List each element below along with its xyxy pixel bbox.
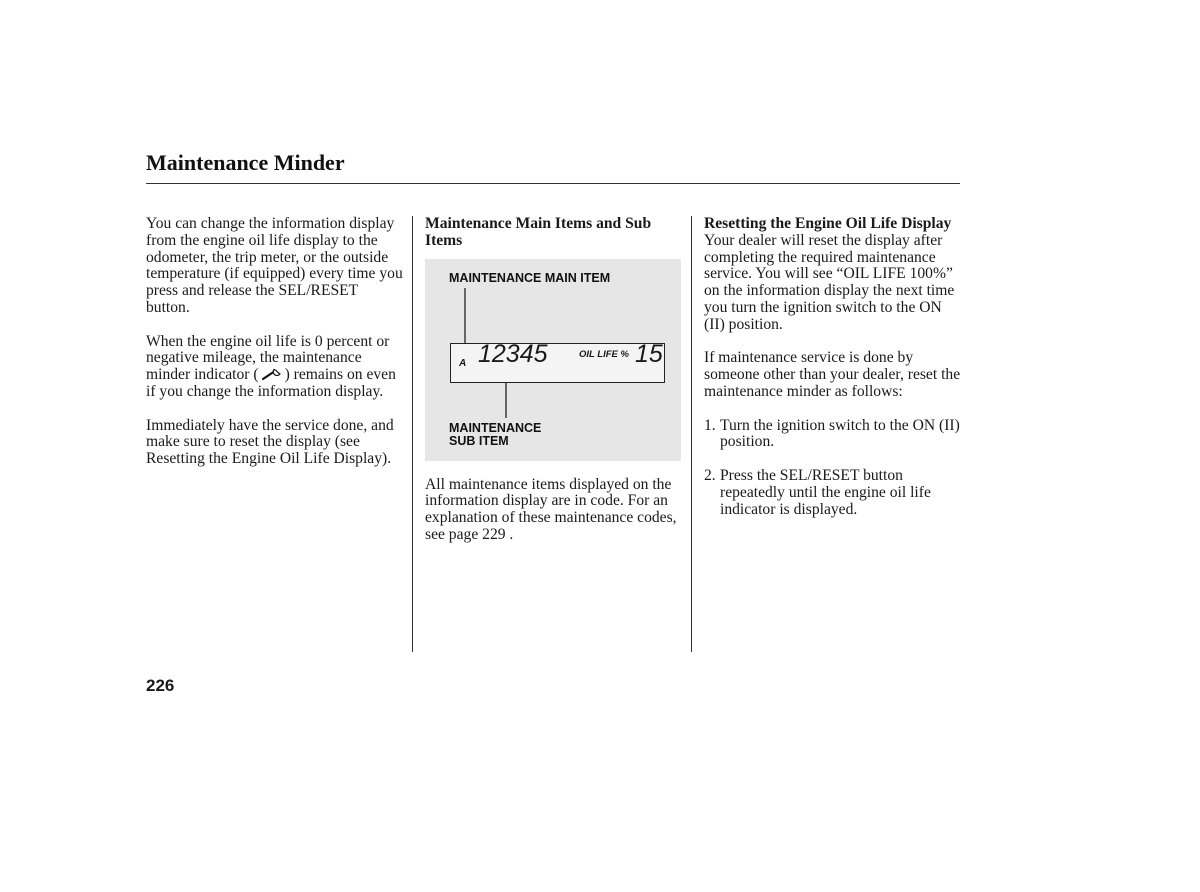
sub-item-label-line-1: MAINTENANCE bbox=[449, 420, 542, 435]
paragraph-self-reset: If maintenance service is done by someone other than your dealer, reset the maintenance minder as follows: bbox=[704, 349, 961, 400]
paragraph-change-display: You can change the information display from the engine oil life display to the odometer, the trip meter, or the outside temperature (if equipped) every time you press and release the SEL/RESET button. bbox=[146, 215, 403, 316]
indicator-text-before: When the engine oil life is 0 percent or negative mileage, the maintenance minder indicator ( bbox=[146, 332, 390, 384]
page-title: Maintenance Minder bbox=[146, 150, 345, 175]
step-text: Turn the ignition switch to the ON (II) position. bbox=[720, 416, 960, 451]
sub-item-label bbox=[449, 422, 541, 448]
column-right bbox=[704, 216, 962, 535]
lcd-oil-life-label: OIL LIFE % bbox=[579, 348, 629, 360]
lcd-oil-life-value: 15 bbox=[635, 339, 663, 368]
lcd-sub-code: 12345 bbox=[478, 339, 548, 368]
wrench-icon bbox=[259, 367, 285, 381]
indicator-text-after: ) remains on even if you change the information display. bbox=[146, 366, 396, 400]
paragraph-codes: All maintenance items displayed on the information display are in code. For an explanation of these maintenance codes, see page 229 . bbox=[425, 475, 677, 543]
column-middle bbox=[425, 216, 681, 561]
column-divider-2 bbox=[691, 216, 692, 652]
section-heading-reset: Resetting the Engine Oil Life Display bbox=[704, 215, 952, 232]
paragraph-indicator bbox=[146, 334, 404, 401]
display-figure bbox=[425, 259, 681, 461]
lcd-main-code: A bbox=[459, 357, 467, 369]
step-item bbox=[704, 418, 962, 452]
column-left bbox=[146, 216, 404, 485]
section-heading-items: Maintenance Main Items and Sub Items bbox=[425, 215, 652, 249]
info-display-lcd bbox=[450, 339, 665, 383]
column-divider-1 bbox=[412, 216, 413, 652]
title-divider bbox=[146, 183, 960, 184]
step-number: 2. bbox=[704, 466, 716, 484]
main-item-label: MAINTENANCE MAIN ITEM bbox=[449, 270, 611, 285]
page-number: 226 bbox=[146, 676, 175, 695]
step-number: 1. bbox=[704, 416, 716, 434]
sub-item-label-line-2: SUB ITEM bbox=[449, 433, 509, 448]
paragraph-service: Immediately have the service done, and make sure to reset the display (see Resetting the Engine Oil Life Display). bbox=[146, 416, 394, 468]
step-text: Press the SEL/RESET button repeatedly until the engine oil life indicator is displayed. bbox=[720, 466, 931, 518]
step-item bbox=[704, 468, 962, 518]
paragraph-dealer-reset: Your dealer will reset the display after completing the required maintenance service. You will see “OIL LIFE 100%” on the information display the next time you turn the ignition switch to the ON (II) position. bbox=[704, 231, 955, 333]
